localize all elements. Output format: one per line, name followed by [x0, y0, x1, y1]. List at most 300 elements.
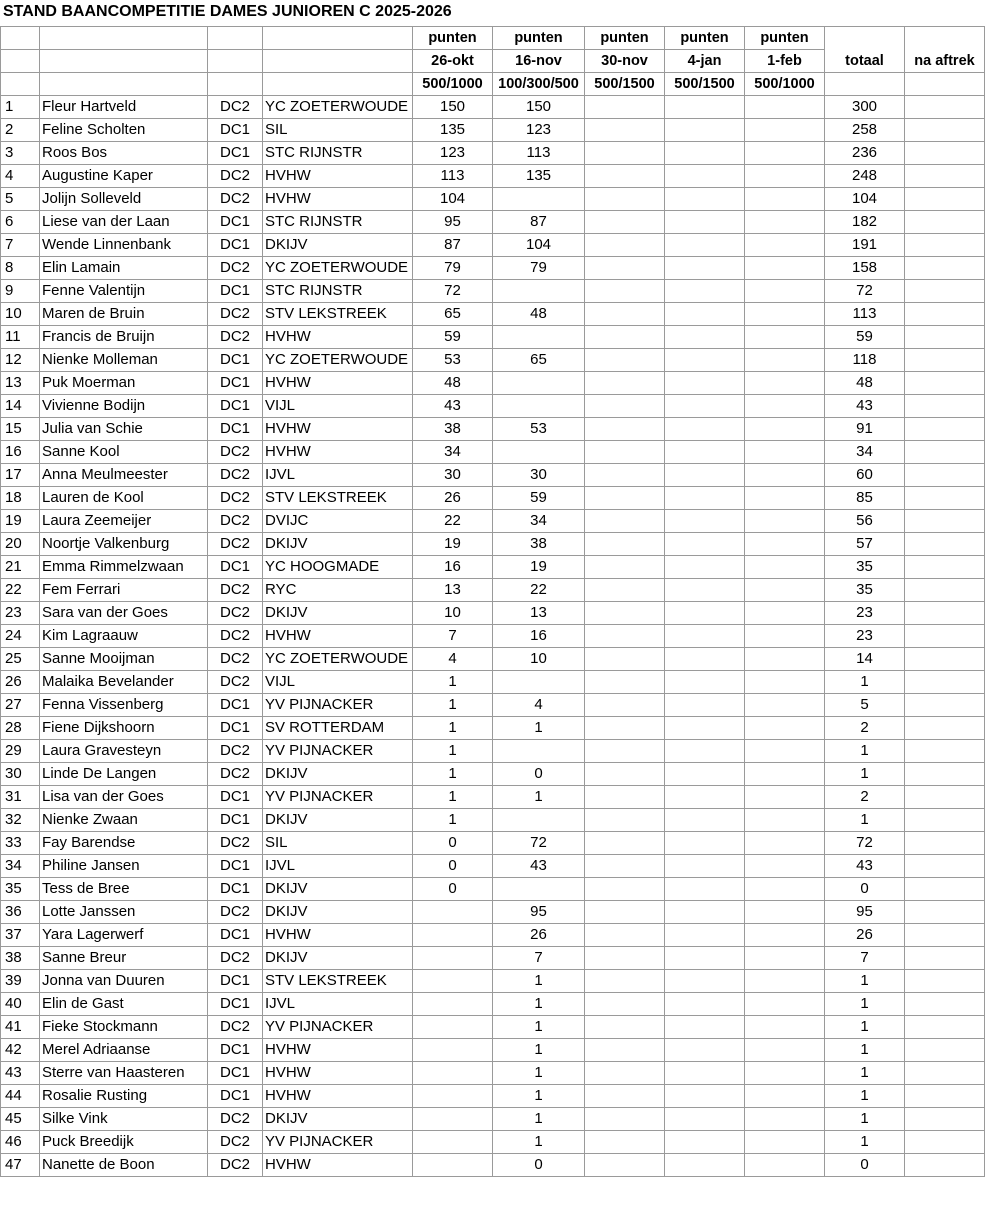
header-punten: punten [413, 27, 493, 50]
points-30-nov [585, 809, 665, 832]
club-cell: HVHW [263, 326, 413, 349]
points-4-jan [665, 119, 745, 142]
category-cell: DC2 [208, 1016, 263, 1039]
table-row [1, 303, 985, 326]
club-cell: DKIJV [263, 878, 413, 901]
category-cell: DC1 [208, 1039, 263, 1062]
total-cell: 43 [825, 855, 905, 878]
points-30-nov [585, 1062, 665, 1085]
points-30-nov [585, 1154, 665, 1177]
category-cell: DC1 [208, 556, 263, 579]
points-16-nov: 0 [493, 763, 585, 786]
points-16-nov [493, 441, 585, 464]
points-16-nov: 4 [493, 694, 585, 717]
points-16-nov: 87 [493, 211, 585, 234]
header-totaal: totaal [825, 27, 905, 73]
after-deduction-cell [905, 234, 985, 257]
after-deduction-cell [905, 648, 985, 671]
points-26-okt: 87 [413, 234, 493, 257]
name-cell: Fay Barendse [40, 832, 208, 855]
points-30-nov [585, 579, 665, 602]
table-row [1, 832, 985, 855]
points-1-feb [745, 970, 825, 993]
after-deduction-cell [905, 924, 985, 947]
club-cell: HVHW [263, 1154, 413, 1177]
points-30-nov [585, 648, 665, 671]
rank-cell: 5 [1, 188, 40, 211]
header-cell [1, 50, 40, 73]
total-cell: 1 [825, 970, 905, 993]
points-30-nov [585, 1016, 665, 1039]
points-26-okt [413, 924, 493, 947]
points-1-feb [745, 924, 825, 947]
points-30-nov [585, 625, 665, 648]
points-1-feb [745, 257, 825, 280]
after-deduction-cell [905, 1085, 985, 1108]
points-30-nov [585, 1039, 665, 1062]
points-4-jan [665, 993, 745, 1016]
points-4-jan [665, 280, 745, 303]
points-4-jan [665, 326, 745, 349]
total-cell: 118 [825, 349, 905, 372]
table-row [1, 533, 985, 556]
points-26-okt: 104 [413, 188, 493, 211]
after-deduction-cell [905, 786, 985, 809]
header-cell [208, 27, 263, 50]
points-26-okt [413, 1062, 493, 1085]
points-30-nov [585, 1131, 665, 1154]
points-4-jan [665, 740, 745, 763]
points-1-feb [745, 648, 825, 671]
name-cell: Francis de Bruijn [40, 326, 208, 349]
points-16-nov: 1 [493, 1108, 585, 1131]
points-4-jan [665, 602, 745, 625]
category-cell: DC1 [208, 395, 263, 418]
rank-cell: 41 [1, 1016, 40, 1039]
points-1-feb [745, 694, 825, 717]
points-1-feb [745, 1016, 825, 1039]
rank-cell: 25 [1, 648, 40, 671]
club-cell: HVHW [263, 924, 413, 947]
table-row [1, 1154, 985, 1177]
points-16-nov: 1 [493, 1085, 585, 1108]
points-30-nov [585, 487, 665, 510]
after-deduction-cell [905, 211, 985, 234]
rank-cell: 36 [1, 901, 40, 924]
points-30-nov [585, 96, 665, 119]
points-26-okt: 1 [413, 786, 493, 809]
points-30-nov [585, 924, 665, 947]
club-cell: HVHW [263, 188, 413, 211]
after-deduction-cell [905, 1062, 985, 1085]
club-cell: STC RIJNSTR [263, 142, 413, 165]
table-row [1, 924, 985, 947]
club-cell: STV LEKSTREEK [263, 487, 413, 510]
header-date: 4-jan [665, 50, 745, 73]
name-cell: Elin de Gast [40, 993, 208, 1016]
points-26-okt: 4 [413, 648, 493, 671]
points-16-nov: 104 [493, 234, 585, 257]
after-deduction-cell [905, 142, 985, 165]
club-cell: YC ZOETERWOUDE [263, 349, 413, 372]
after-deduction-cell [905, 96, 985, 119]
club-cell: SV ROTTERDAM [263, 717, 413, 740]
points-16-nov: 53 [493, 418, 585, 441]
total-cell: 35 [825, 579, 905, 602]
after-deduction-cell [905, 349, 985, 372]
points-1-feb [745, 119, 825, 142]
category-cell: DC1 [208, 1062, 263, 1085]
points-4-jan [665, 464, 745, 487]
name-cell: Wende Linnenbank [40, 234, 208, 257]
total-cell: 1 [825, 671, 905, 694]
name-cell: Emma Rimmelzwaan [40, 556, 208, 579]
total-cell: 95 [825, 901, 905, 924]
points-30-nov [585, 556, 665, 579]
rank-cell: 43 [1, 1062, 40, 1085]
club-cell: IJVL [263, 464, 413, 487]
points-16-nov: 150 [493, 96, 585, 119]
table-row [1, 211, 985, 234]
points-26-okt: 79 [413, 257, 493, 280]
after-deduction-cell [905, 165, 985, 188]
name-cell: Sanne Kool [40, 441, 208, 464]
points-1-feb [745, 533, 825, 556]
category-cell: DC2 [208, 832, 263, 855]
points-16-nov: 95 [493, 901, 585, 924]
points-26-okt: 1 [413, 809, 493, 832]
points-1-feb [745, 602, 825, 625]
rank-cell: 44 [1, 1085, 40, 1108]
points-30-nov [585, 763, 665, 786]
rank-cell: 2 [1, 119, 40, 142]
header-punten: punten [585, 27, 665, 50]
category-cell: DC1 [208, 280, 263, 303]
name-cell: Roos Bos [40, 142, 208, 165]
points-30-nov [585, 901, 665, 924]
table-row [1, 579, 985, 602]
table-row [1, 372, 985, 395]
points-30-nov [585, 142, 665, 165]
category-cell: DC2 [208, 510, 263, 533]
points-1-feb [745, 763, 825, 786]
rank-cell: 15 [1, 418, 40, 441]
points-26-okt [413, 1154, 493, 1177]
points-4-jan [665, 372, 745, 395]
points-26-okt [413, 1131, 493, 1154]
table-row [1, 1108, 985, 1131]
points-4-jan [665, 303, 745, 326]
table-row [1, 648, 985, 671]
points-26-okt: 38 [413, 418, 493, 441]
points-4-jan [665, 671, 745, 694]
after-deduction-cell [905, 763, 985, 786]
points-4-jan [665, 510, 745, 533]
club-cell: SIL [263, 119, 413, 142]
points-16-nov: 79 [493, 257, 585, 280]
points-1-feb [745, 510, 825, 533]
category-cell: DC1 [208, 809, 263, 832]
total-cell: 1 [825, 993, 905, 1016]
after-deduction-cell [905, 280, 985, 303]
points-26-okt: 34 [413, 441, 493, 464]
rank-cell: 46 [1, 1131, 40, 1154]
points-26-okt [413, 1039, 493, 1062]
total-cell: 0 [825, 878, 905, 901]
club-cell: YV PIJNACKER [263, 694, 413, 717]
points-1-feb [745, 1062, 825, 1085]
points-26-okt: 48 [413, 372, 493, 395]
name-cell: Malaika Bevelander [40, 671, 208, 694]
total-cell: 182 [825, 211, 905, 234]
name-cell: Anna Meulmeester [40, 464, 208, 487]
points-4-jan [665, 1039, 745, 1062]
rank-cell: 26 [1, 671, 40, 694]
after-deduction-cell [905, 740, 985, 763]
points-16-nov [493, 326, 585, 349]
rank-cell: 20 [1, 533, 40, 556]
points-16-nov: 0 [493, 1154, 585, 1177]
points-30-nov [585, 349, 665, 372]
points-1-feb [745, 1039, 825, 1062]
club-cell: DKIJV [263, 234, 413, 257]
points-16-nov: 16 [493, 625, 585, 648]
points-30-nov [585, 464, 665, 487]
rank-cell: 11 [1, 326, 40, 349]
category-cell: DC2 [208, 625, 263, 648]
points-30-nov [585, 372, 665, 395]
club-cell: HVHW [263, 372, 413, 395]
category-cell: DC2 [208, 602, 263, 625]
club-cell: HVHW [263, 1085, 413, 1108]
points-4-jan [665, 556, 745, 579]
after-deduction-cell [905, 809, 985, 832]
category-cell: DC2 [208, 165, 263, 188]
header-cell [1, 73, 40, 96]
points-26-okt: 150 [413, 96, 493, 119]
after-deduction-cell [905, 1154, 985, 1177]
total-cell: 1 [825, 763, 905, 786]
points-16-nov: 13 [493, 602, 585, 625]
points-4-jan [665, 211, 745, 234]
after-deduction-cell [905, 717, 985, 740]
points-16-nov: 65 [493, 349, 585, 372]
rank-cell: 9 [1, 280, 40, 303]
table-row [1, 878, 985, 901]
points-1-feb [745, 556, 825, 579]
name-cell: Fem Ferrari [40, 579, 208, 602]
points-1-feb [745, 464, 825, 487]
points-26-okt: 123 [413, 142, 493, 165]
rank-cell: 17 [1, 464, 40, 487]
points-4-jan [665, 165, 745, 188]
after-deduction-cell [905, 441, 985, 464]
total-cell: 1 [825, 1085, 905, 1108]
points-30-nov [585, 165, 665, 188]
total-cell: 23 [825, 602, 905, 625]
category-cell: DC2 [208, 487, 263, 510]
club-cell: STV LEKSTREEK [263, 970, 413, 993]
points-1-feb [745, 579, 825, 602]
name-cell: Elin Lamain [40, 257, 208, 280]
rank-cell: 35 [1, 878, 40, 901]
points-30-nov [585, 326, 665, 349]
table-body [1, 27, 985, 1177]
after-deduction-cell [905, 510, 985, 533]
points-26-okt: 0 [413, 832, 493, 855]
name-cell: Lotte Janssen [40, 901, 208, 924]
points-1-feb [745, 1108, 825, 1131]
total-cell: 2 [825, 717, 905, 740]
table-row [1, 1062, 985, 1085]
rank-cell: 14 [1, 395, 40, 418]
club-cell: IJVL [263, 993, 413, 1016]
name-cell: Nanette de Boon [40, 1154, 208, 1177]
after-deduction-cell [905, 671, 985, 694]
points-16-nov: 1 [493, 717, 585, 740]
points-16-nov: 1 [493, 1062, 585, 1085]
total-cell: 1 [825, 1108, 905, 1131]
points-30-nov [585, 119, 665, 142]
total-cell: 56 [825, 510, 905, 533]
table-row [1, 556, 985, 579]
club-cell: HVHW [263, 1062, 413, 1085]
total-cell: 300 [825, 96, 905, 119]
points-26-okt [413, 1016, 493, 1039]
points-1-feb [745, 878, 825, 901]
points-16-nov: 19 [493, 556, 585, 579]
category-cell: DC2 [208, 901, 263, 924]
points-30-nov [585, 188, 665, 211]
header-date: 30-nov [585, 50, 665, 73]
total-cell: 23 [825, 625, 905, 648]
points-4-jan [665, 832, 745, 855]
points-30-nov [585, 717, 665, 740]
total-cell: 26 [825, 924, 905, 947]
rank-cell: 38 [1, 947, 40, 970]
points-30-nov [585, 1085, 665, 1108]
header-row-1 [1, 27, 985, 50]
points-16-nov: 72 [493, 832, 585, 855]
club-cell: DKIJV [263, 763, 413, 786]
after-deduction-cell [905, 257, 985, 280]
name-cell: Vivienne Bodijn [40, 395, 208, 418]
after-deduction-cell [905, 947, 985, 970]
name-cell: Yara Lagerwerf [40, 924, 208, 947]
club-cell: DKIJV [263, 533, 413, 556]
points-4-jan [665, 717, 745, 740]
table-row [1, 993, 985, 1016]
category-cell: DC1 [208, 924, 263, 947]
table-row [1, 763, 985, 786]
points-4-jan [665, 694, 745, 717]
rank-cell: 18 [1, 487, 40, 510]
name-cell: Sanne Breur [40, 947, 208, 970]
name-cell: Lisa van der Goes [40, 786, 208, 809]
table-row [1, 1039, 985, 1062]
category-cell: DC1 [208, 717, 263, 740]
after-deduction-cell [905, 418, 985, 441]
table-row [1, 326, 985, 349]
after-deduction-cell [905, 303, 985, 326]
points-26-okt: 113 [413, 165, 493, 188]
club-cell: YC HOOGMADE [263, 556, 413, 579]
rank-cell: 1 [1, 96, 40, 119]
category-cell: DC2 [208, 579, 263, 602]
after-deduction-cell [905, 970, 985, 993]
total-cell: 48 [825, 372, 905, 395]
table-row [1, 487, 985, 510]
club-cell: DKIJV [263, 602, 413, 625]
points-1-feb [745, 165, 825, 188]
name-cell: Feline Scholten [40, 119, 208, 142]
points-4-jan [665, 1154, 745, 1177]
points-4-jan [665, 878, 745, 901]
points-16-nov [493, 740, 585, 763]
points-30-nov [585, 786, 665, 809]
points-16-nov: 7 [493, 947, 585, 970]
table-row [1, 740, 985, 763]
after-deduction-cell [905, 1131, 985, 1154]
header-cell [825, 73, 905, 96]
rank-cell: 8 [1, 257, 40, 280]
table-row [1, 349, 985, 372]
rank-cell: 16 [1, 441, 40, 464]
total-cell: 1 [825, 1131, 905, 1154]
total-cell: 91 [825, 418, 905, 441]
rank-cell: 40 [1, 993, 40, 1016]
club-cell: STC RIJNSTR [263, 280, 413, 303]
table-row [1, 1131, 985, 1154]
total-cell: 236 [825, 142, 905, 165]
category-cell: DC1 [208, 694, 263, 717]
points-4-jan [665, 395, 745, 418]
points-16-nov: 30 [493, 464, 585, 487]
points-30-nov [585, 878, 665, 901]
table-row [1, 1016, 985, 1039]
rank-cell: 21 [1, 556, 40, 579]
category-cell: DC1 [208, 993, 263, 1016]
after-deduction-cell [905, 855, 985, 878]
points-16-nov: 10 [493, 648, 585, 671]
points-30-nov [585, 970, 665, 993]
points-1-feb [745, 418, 825, 441]
total-cell: 191 [825, 234, 905, 257]
after-deduction-cell [905, 372, 985, 395]
club-cell: DKIJV [263, 1108, 413, 1131]
total-cell: 34 [825, 441, 905, 464]
points-4-jan [665, 142, 745, 165]
points-26-okt: 13 [413, 579, 493, 602]
points-1-feb [745, 188, 825, 211]
points-26-okt: 7 [413, 625, 493, 648]
points-1-feb [745, 901, 825, 924]
points-16-nov: 135 [493, 165, 585, 188]
total-cell: 1 [825, 1016, 905, 1039]
table-row [1, 280, 985, 303]
points-30-nov [585, 694, 665, 717]
table-row [1, 671, 985, 694]
table-row [1, 510, 985, 533]
name-cell: Sara van der Goes [40, 602, 208, 625]
points-4-jan [665, 579, 745, 602]
header-punten: punten [493, 27, 585, 50]
points-16-nov: 1 [493, 1039, 585, 1062]
table-row [1, 901, 985, 924]
points-30-nov [585, 303, 665, 326]
points-26-okt: 1 [413, 740, 493, 763]
category-cell: DC1 [208, 234, 263, 257]
